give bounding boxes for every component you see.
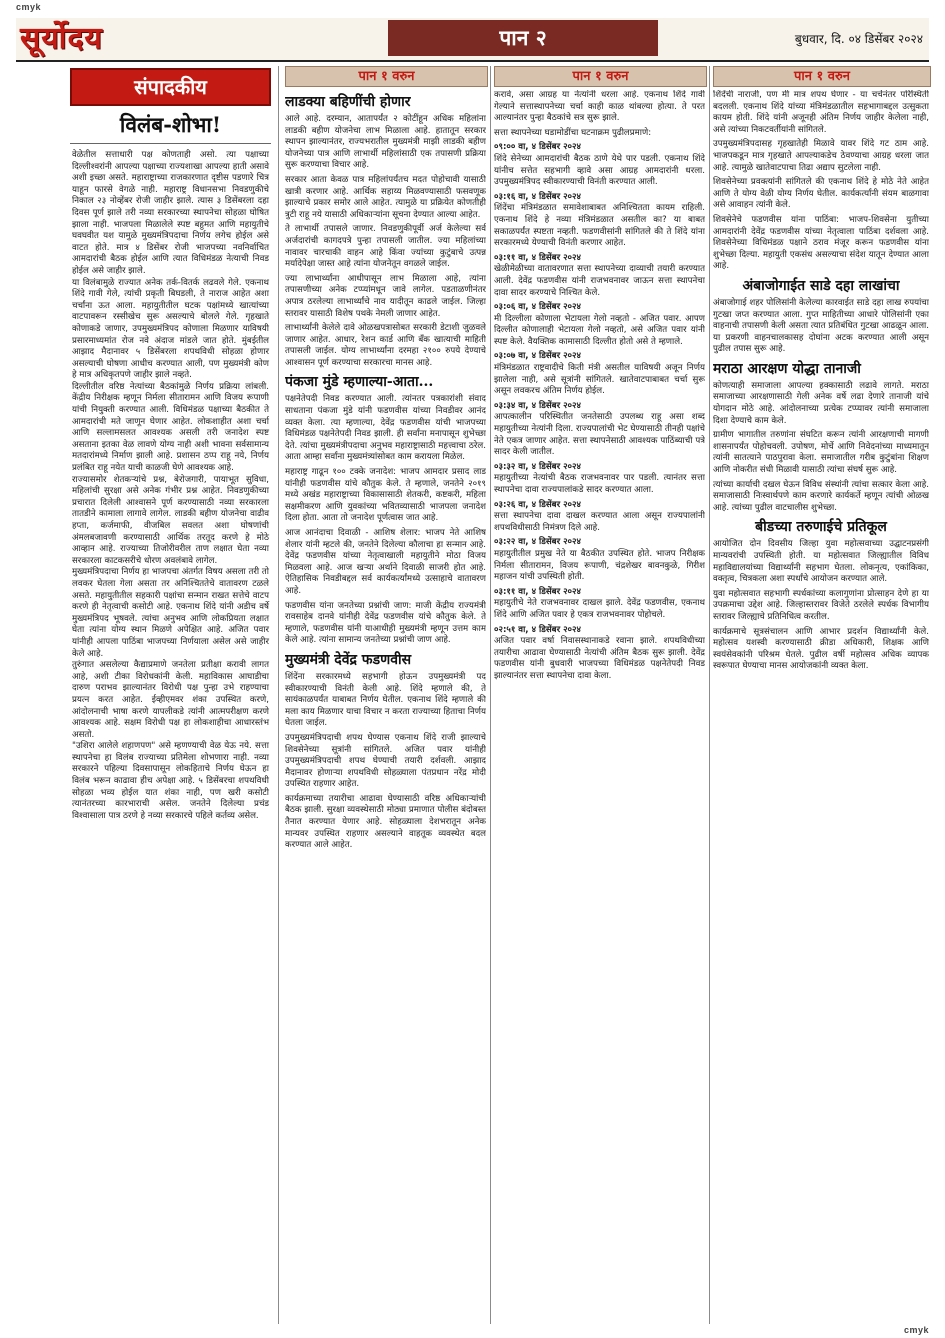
editorial-divider xyxy=(70,143,271,144)
news-article xyxy=(713,90,929,212)
article-paragraph: सत्ता स्थापनेच्या घडामोडींचा घटनाक्रम पुढीलप्रमाणे: xyxy=(494,127,652,138)
timeline-entry xyxy=(494,587,705,622)
timeline-entry-text: सत्ता स्थापनेचा दावा दाखल करण्यात आला असून राज्यपालांनी शपथविधीसाठी निमंत्रण दिले आहे. xyxy=(494,511,705,533)
article-paragraph: शिवसेनेच्या प्रवक्त्यांनी सांगितले की एकनाथ शिंदे हे मोठे नेते आहेत आणि ते योग्य वेळी योग्य निर्णय घेतील. कार्यकर्त्यांनी संयम बाळगावा असे आवाहन त्यांनी केले. xyxy=(713,177,929,211)
timeline-entry-text: आपत्कालीन परिस्थितीत जनतेसाठी उपलब्ध राहू असा शब्द महायुतीच्या नेत्यांनी दिला. राज्यपालांची भेट घेण्यासाठी तीनही पक्षांचे नेते एकत्र जाणार आहेत. सत्ता स्थापनेसाठी आवश्यक पाठिंब्याची पत्रे सादर केली जातील. xyxy=(494,412,705,458)
editorial-paragraph: या विलंबामुळे राज्यात अनेक तर्क-वितर्क लढवले गेले. एकनाथ शिंदे गावी गेले, त्यांची प्रकृती बिघडली, ते नाराज आहेत अशा चर्चांना ऊत आला. महायुतीतील घटक पक्षांमध्ये खात्यांच्या वाटपावरून रस्सीखेच सुरू असल्याचे बोलले गेले. गृहखाते कोणाकडे जाणार, उपमुख्यमंत्रिपद कोणाला मिळणार याविषयी प्रसारमाध्यमांत रोज नवे अंदाज मांडले जात होते. मुंबईतील आझाद मैदानावर ५ डिसेंबरला शपथविधी सोहळा होणार असल्याची घोषणा आधीच करण्यात आली, पण मुख्यमंत्री कोण हे मात्र अधिकृतपणे जाहीर झाले नव्हते. xyxy=(72,277,269,381)
timeline-entry-text: महायुतीचे नेते राजभवनावर दाखल झाले. देवेंद्र फडणवीस, एकनाथ शिंदे आणि अजित पवार हे एकत्र राजभवनावर पोहोचले. xyxy=(494,598,705,620)
news-article xyxy=(494,90,705,683)
article-paragraph: उपमुख्यमंत्रिपदासह गृहखातेही मिळावे यावर शिंदे गट ठाम आहे. भाजपकडून मात्र गृहखाते आपल्याकडेच ठेवण्याचा आग्रह धरला जात आहे. त्यामुळे खातेवाटपाचा तिढा अद्याप सुटलेला नाही. xyxy=(713,139,929,173)
article-headline: पंकजा मुंडे म्हणाल्या-आता... xyxy=(285,374,434,391)
continued-from-page-1-header: पान १ वरुन xyxy=(494,66,707,87)
news-column-2 xyxy=(494,90,705,1322)
timeline-entry-text: महायुतीतील प्रमुख नेते या बैठकीत उपस्थित होते. भाजप निरीक्षक निर्मला सीतारामन, विजय रूपाणी, चंद्रशेखर बावनकुळे, गिरीश महाजन यांची उपस्थिती होती. xyxy=(494,548,705,583)
article-paragraph: त्यांच्या कार्याची दखल घेऊन विविध संस्थांनी त्यांचा सत्कार केला आहे. समाजासाठी निःस्वार्थपणे काम करणारे कार्यकर्ते म्हणून त्यांची ओळख आहे. त्यांच्या पुढील वाटचालीस शुभेच्छा. xyxy=(713,479,929,513)
article-paragraph: आज आनंदाचा दिवाळी - आशिष शेलार: भाजप नेते आशिष शेलार यांनी म्हटले की, जनतेने दिलेल्या कौलाचा हा सन्मान आहे. देवेंद्र फडणवीस यांच्या नेतृत्वाखाली महायुतीने मोठा विजय मिळवला आहे. आज खऱ्या अर्थाने दिवाळी साजरी होत आहे. ऐतिहासिक निवडीबद्दल सर्व कार्यकर्त्यांमध्ये उत्साहाचे वातावरण आहे. xyxy=(285,528,486,596)
timeline-entry-text: खेळीमेळीच्या वातावरणात सत्ता स्थापनेच्या दाव्याची तयारी करण्यात आली. देवेंद्र फडणवीस यांनी राजभवनावर जाऊन सत्ता स्थापनेचा दावा सादर करण्याचे निश्चित केले. xyxy=(494,264,705,298)
article-paragraph: फडणवीस यांना जनतेच्या प्रश्नांची जाण: माजी केंद्रीय राज्यमंत्री रावसाहेब दानवे यांनीही देवेंद्र फडणवीस यांचे कौतुक केले. ते म्हणाले, फडणवीस यांनी याआधीही मुख्यमंत्री म्हणून उत्तम काम केले आहे. त्यांना सामान्य जनतेच्या प्रश्नांची जाण आहे. xyxy=(285,600,486,646)
timeline-entry-time: ०३:२२ वा, ४ डिसेंबर २०२४ xyxy=(494,537,581,548)
news-column-3 xyxy=(713,90,929,1322)
editorial-paragraph: "उशिरा आलेले शहाणपण" असे म्हणण्याची वेळ येऊ नये. सत्ता स्थापनेचा हा विलंब राज्याच्या प्रतिमेला शोभणारा नाही. नव्या सरकारने पहिल्या दिवसापासून लोकहिताचे निर्णय घेऊन हा विलंब भरून काढावा हीच अपेक्षा आहे. ५ डिसेंबरचा शपथविधी सोहळा भव्य होईल यात शंका नाही, पण खरी कसोटी त्यानंतरच्या कारभाराची असेल. जनतेने दिलेल्या प्रचंड विश्वासाला पात्र ठरणे हे नव्या सरकारचे पहिले कर्तव्य असेल. xyxy=(72,741,269,821)
timeline-entry xyxy=(494,253,705,299)
column-divider xyxy=(709,66,710,1324)
article-paragraph: ज्या लाभार्थ्यांना आधीपासून लाभ मिळाला आहे, त्यांना तपासणीच्या अनेक टप्प्यांमधून जावे लागेल. पडताळणीनंतर अपात्र ठरलेल्या लाभार्थ्यांचे नाव यादीतून काढले जाईल. जिल्हा स्तरावर यासाठी विशेष पथके नेमली जाणार आहेत. xyxy=(285,273,486,319)
article-paragraph: उपमुख्यमंत्रिपदाची शपथ घेण्यास एकनाथ शिंदे राजी झाल्याचे शिवसेनेच्या सूत्रांनी सांगितले. अजित पवार यांनीही उपमुख्यमंत्रिपदाची शपथ घेण्याची तयारी दर्शवली. आझाद मैदानावर होणाऱ्या शपथविधी सोहळ्याला पंतप्रधान नरेंद्र मोदी उपस्थित राहणार आहेत. xyxy=(285,732,486,790)
timeline-entry xyxy=(494,401,705,459)
editorial-paragraph: राज्यासमोर शेतकऱ्यांचे प्रश्न, बेरोजगारी, पायाभूत सुविधा, महिलांची सुरक्षा असे अनेक गंभीर प्रश्न आहेत. निवडणुकीच्या प्रचारात दिलेली आश्वासने पूर्ण करण्यासाठी नव्या सरकारला तातडीने कामाला लागावे लागेल. लाडकी बहीण योजनेचा वाढीव हप्ता, कर्जमाफी, वीजबिल सवलत अशा घोषणांची अंमलबजावणी करण्यासाठी आर्थिक तरतूद करणे हे मोठे आव्हान आहे. राज्याच्या तिजोरीवरील ताण लक्षात घेता नव्या सरकारला काटकसरीचे धोरण अवलंबावे लागेल. xyxy=(72,474,269,566)
news-article xyxy=(713,215,929,273)
article-paragraph: सरकार आता केवळ पात्र महिलांपर्यंतच मदत पोहोचावी यासाठी खात्री करणार आहे. आर्थिक सहाय्य मिळवण्यासाठी फसवणूक झाल्याचे प्रकार समोर आले आहेत. त्यामुळे या प्रक्रियेत कोणतीही त्रुटी राहू नये यासाठी अधिकाऱ्यांना सूचना देण्यात आल्या आहेत. xyxy=(285,174,486,220)
article-paragraph: शिवसेनेचे फडणवीस यांना पाठिंबा: भाजप-शिवसेना युतीच्या आमदारांनी देवेंद्र फडणवीस यांच्या नेतृत्वाला पाठिंबा दर्शवला आहे. शिवसेनेच्या विधिमंडळ पक्षाने ठराव मंजूर करून फडणवीस यांना शुभेच्छा दिल्या. महायुती एकसंध असल्याचा संदेश यातून देण्यात आला आहे. xyxy=(713,214,929,272)
article-paragraph: आले आहे. दरम्यान, आतापर्यंत २ कोटींहून अधिक महिलांना लाडकी बहीण योजनेचा लाभ मिळाला आहे. हातातून सरकार स्थापन झाल्यानंतर, राज्यभरातील मुख्यमंत्री माझी लाडकी बहीण योजनेच्या पात्र आणि लाभार्थी महिलांसाठी एक तपासणी प्रक्रिया सुरू करण्याचा विचार आहे. xyxy=(285,114,486,171)
editorial-paragraph: तुरुंगात असलेल्या कैद्याप्रमाणे जनतेला प्रतीक्षा करावी लागत आहे, अशी टीका विरोधकांनी केली. महाविकास आघाडीचा दारुण पराभव झाल्यानंतर विरोधी पक्ष पुन्हा उभे राहण्याचा प्रयत्न करत आहेत. ईव्हीएमवर शंका उपस्थित करणे, आंदोलनाची भाषा करणे यापलीकडे त्यांनी आत्मपरीक्षण करणे आवश्यक आहे. सक्षम विरोधी पक्ष हा लोकशाहीचा आधारस्तंभ असतो. xyxy=(72,660,269,740)
news-article xyxy=(285,92,486,369)
news-article xyxy=(713,517,929,673)
timeline-entry xyxy=(494,500,705,535)
news-article xyxy=(285,372,486,646)
article-headline: मराठा आरक्षण योद्धा तानाजी xyxy=(713,360,861,377)
editorial-column xyxy=(70,68,271,1323)
newspaper-logo: सूर्योदय xyxy=(20,21,103,56)
article-headline: लाडक्या बहिणींची होणार xyxy=(285,94,411,110)
article-paragraph: युवा महोत्सवात सहभागी स्पर्धकांच्या कलागुणांना प्रोत्साहन देणे हा या उपक्रमाचा उद्देश आहे. जिल्हास्तरावर विजेते ठरलेले स्पर्धक विभागीय स्तरावर जिल्ह्याचे प्रतिनिधित्व करतील. xyxy=(713,588,929,622)
timeline-entry-time: ०३:३२ वा, ४ डिसेंबर २०२४ xyxy=(494,461,581,472)
article-headline: बीडच्या तरुणाईचे प्रतिकूल xyxy=(755,519,887,536)
article-paragraph: ते लाभार्थी तपासले जाणार. निवडणुकीपूर्वी अर्ज केलेल्या सर्व अर्जदारांची कागदपत्रे पुन्हा तपासली जातील. ज्या महिलांच्या नावावर चारचाकी वाहन आहे किंवा ज्यांच्या कुटुंबाचे उत्पन्न मर्यादेपेक्षा जास्त आहे त्यांना योजनेतून वगळले जाईल. xyxy=(285,224,486,270)
column-divider xyxy=(490,66,491,1324)
article-paragraph: कार्यक्रमाच्या तयारीचा आढावा घेण्यासाठी वरिष्ठ अधिकाऱ्यांची बैठक झाली. सुरक्षा व्यवस्थेसाठी मोठ्या प्रमाणात पोलीस बंदोबस्त तैनात करण्यात येणार आहे. सोहळ्याला देशभरातून अनेक मान्यवर उपस्थित राहणार असल्याने वाहतूक व्यवस्थेत बदल करण्यात आले आहेत. xyxy=(285,793,486,851)
article-paragraph: महाराष्ट्र गाढून १०० टक्के जनादेश: भाजप आमदार प्रसाद लाड यांनीही फडणवीस यांचे कौतुक केले. ते म्हणाले, जनतेने २०१९ मध्ये अखंड महाराष्ट्राच्या विकासासाठी शेतकरी, कष्टकरी, महिला सक्षमीकरण आणि युवकांच्या भवितव्यासाठी भाजपला जनादेश दिला होता. आता तो जनादेश पूर्णत्वास जात आहे. xyxy=(285,467,486,524)
article-paragraph: शिंदेंना सरकारमध्ये सहभागी होऊन उपमुख्यमंत्री पद स्वीकारण्याची विनंती केली आहे. शिंदे म्हणाले की, ते सायंकाळपर्यंत याबाबत निर्णय घेतील. एकनाथ शिंदे म्हणाले की मला काय मिळणार याचा विचार न करता राज्याच्या हिताचा निर्णय घेतला जाईल. xyxy=(285,671,486,729)
timeline-entry-time: ०३:२६ वा, ४ डिसेंबर २०२४ xyxy=(494,499,581,510)
masthead xyxy=(16,18,929,62)
news-article xyxy=(713,359,929,515)
editorial-body xyxy=(70,150,271,822)
timeline-entry-time: ०२:५१ वा, ४ डिसेंबर २०२४ xyxy=(494,624,581,635)
editorial-paragraph: मुख्यमंत्रिपदाचा निर्णय हा भाजपचा अंतर्गत विषय असला तरी तो लवकर घेतला गेला असता तर अनिश्चिततेचे वातावरण टळले असते. महायुतीतील सहकारी पक्षांचा सन्मान राखत सत्तेचे वाटप करणे ही नेतृत्वाची कसोटी आहे. एकनाथ शिंदे यांनी अडीच वर्षे मुख्यमंत्रिपद भूषवले. त्यांचा अनुभव आणि लोकप्रियता लक्षात घेता त्यांना योग्य स्थान मिळणे अपेक्षित आहे. अजित पवार यांनीही आपला पाठिंबा भाजपच्या निर्णयाला असेल असे जाहीर केले आहे. xyxy=(72,567,270,659)
news-column-1 xyxy=(285,90,486,1322)
column-divider xyxy=(278,66,279,1324)
timeline-entry-text: मी दिल्लीला कोणाला भेटायला गेलो नव्हतो - अजित पवार. आपण दिल्लीत कोणालाही भेटायला गेलो नव्हतो, असे अजित पवार यांनी स्पष्ट केले. वैयक्तिक कामासाठी दिल्लीत होतो असे ते म्हणाले. xyxy=(494,313,705,347)
continued-from-page-1-header: पान १ वरुन xyxy=(285,66,488,87)
editorial-paragraph: दिल्लीतील वरिष्ठ नेत्यांच्या बैठकांमुळे निर्णय प्रक्रिया लांबली. केंद्रीय निरीक्षक म्हणून निर्मला सीतारामन आणि विजय रूपाणी यांची नियुक्ती करण्यात आली. विधिमंडळ पक्षाच्या बैठकीत ते आमदारांची मते जाणून घेणार आहेत. लोकशाहीत अशा चर्चा आणि सल्लामसलत आवश्यक असली तरी जनादेश स्पष्ट असताना इतका वेळ लावणे योग्य नाही अशी भावना सर्वसामान्य मतदारांमध्ये निर्माण झाली आहे. प्रशासन ठप्प राहू नये, निर्णय प्रलंबित राहू नयेत याची काळजी घेणे आवश्यक आहे. xyxy=(72,381,269,474)
page-number-label: पान २ xyxy=(388,20,658,56)
article-paragraph: ग्रामीण भागातील तरुणांना संघटित करून त्यांनी आरक्षणाची मागणी शासनापर्यंत पोहोचवली. उपोषण, मोर्चे आणि निवेदनांच्या माध्यमातून त्यांनी सातत्याने पाठपुरावा केला. समाजातील गरीब कुटुंबांना शिक्षण आणि नोकरीत संधी मिळावी यासाठी त्यांचा संघर्ष सुरू आहे. xyxy=(713,430,929,476)
article-paragraph: लाभार्थ्यांनी केलेले दावे ओळखपत्रासोबत सरकारी डेटाशी जुळवले जाणार आहेत. आधार, रेशन कार्ड आणि बँक खात्याची माहिती तपासली जाईल. योग्य लाभार्थ्यांना दरमहा २१०० रुपये देण्याचे आश्वासन पूर्ण करण्याचा सरकारचा मानस आहे. xyxy=(285,323,486,368)
article-paragraph: शिंदेंची नाराजी, पण मी मात्र शपथ घेणार - या चर्चेनंतर परिस्थिती बदलली. एकनाथ शिंदे यांच्या मंत्रिमंडळातील सहभागाबद्दल उत्सुकता कायम होती. शिंदे यांनी अजूनही अंतिम निर्णय जाहीर केलेला नाही, असे त्यांच्या निकटवर्तीयांनी सांगितले. xyxy=(713,90,929,135)
timeline-entry-time: ०३:१६ वा, ४ डिसेंबर २०२४ xyxy=(494,191,581,202)
editorial-paragraph: वेळेतील सत्ताधारी पक्ष कोणताही असो. त्या पक्षाच्या दिल्लीश्वरांनी आपल्या पक्षाच्या राज्यशाखा आपल्या हाती असावे अशी इच्छा असते. महाराष्ट्राच्या राजकारणात दृष्टीस पडणारे चित्र याहून फारसे वेगळे नाही. महाराष्ट्र विधानसभा निवडणुकीचे निकाल २३ नोव्हेंबर रोजी जाहीर झाले. त्यास ३ डिसेंबरला दहा दिवस पूर्ण झाले तरी नव्या सरकारच्या स्थापनेचा सोहळा घोषित झाला नाही. भाजपला मिळालेले स्पष्ट बहुमत आणि महायुतीचे घवघवीत यश यामुळे मुख्यमंत्रिपदाचा निर्णय लगेच होईल असे वाटत होते. मात्र ४ डिसेंबर रोजी भाजपच्या नवनिर्वाचित आमदारांची बैठक होईल आणि त्यात विधिमंडळ नेत्याची निवड होईल असे जाहीर झाले. xyxy=(72,150,269,276)
article-headline: मुख्यमंत्री देवेंद्र फडणवीस xyxy=(285,651,412,668)
timeline-entry-time: ०९:०० वा, ४ डिसेंबर २०२४ xyxy=(494,142,581,153)
timeline-entry-text: शिंदे सेनेच्या आमदारांची बैठक ठाणे येथे पार पडली. एकनाथ शिंदे यांनीच सत्तेत सहभागी व्हावे असा आग्रह आमदारांनी धरला. उपमुख्यमंत्रिपद स्वीकारण्याची विनंती करण्यात आली. xyxy=(494,153,705,188)
article-paragraph: कार्यक्रमाचे सूत्रसंचालन आणि आभार प्रदर्शन विद्यार्थ्यांनी केले. महोत्सव यशस्वी करण्यासाठी क्रीडा अधिकारी, शिक्षक आणि स्वयंसेवकांनी परिश्रम घेतले. पुढील वर्षी महोत्सव अधिक व्यापक स्वरूपात घेण्याचा मानस आयोजकांनी व्यक्त केला. xyxy=(713,626,929,672)
timeline-entry xyxy=(494,625,705,683)
dateline: बुधवार, दि. ०४ डिसेंबर २०२४ xyxy=(794,32,923,46)
continued-from-page-1-header: पान १ वरुन xyxy=(713,66,931,87)
article-headline: अंबाजोगाईत साडे दहा लाखांचा xyxy=(742,277,900,294)
article-paragraph: करावे, असा आग्रह या नेत्यांनी धरला आहे. एकनाथ शिंदे गावी गेल्याने सत्तास्थापनेच्या चर्चा काही काळ थांबल्या होत्या. ते परत आल्यानंतर पुन्हा बैठकांचे सत्र सुरू झाले. xyxy=(494,90,705,124)
news-article xyxy=(713,276,929,356)
article-paragraph: अंबाजोगाई शहर पोलिसांनी केलेल्या कारवाईत साडे दहा लाख रुपयांचा गुटखा जप्त करण्यात आला. गुप्त माहितीच्या आधारे पोलिसांनी एका वाहनाची तपासणी केली असता त्यात प्रतिबंधित गुटखा आढळून आला. या प्रकरणी वाहनचालकासह दोघांना अटक करण्यात आली असून पुढील तपास सुरू आहे. xyxy=(713,297,929,355)
editorial-section-banner: संपादकीय xyxy=(70,68,271,106)
editorial-title: विलंब-शोभा! xyxy=(119,112,222,137)
timeline-entry-time: ०३:०६ वा, ४ डिसेंबर २०२४ xyxy=(494,302,581,313)
timeline-entry-time: ०३:३४ वा, ४ डिसेंबर २०२४ xyxy=(494,400,581,411)
timeline-entry-time: ०३:११ वा, ४ डिसेंबर २०२४ xyxy=(494,586,581,597)
timeline-entry-text: अजित पवार वर्षा निवासस्थानाकडे रवाना झाले. शपथविधीच्या तयारीचा आढावा घेण्यासाठी नेत्यांची अंतिम बैठक सुरू झाली. देवेंद्र फडणवीस यांनी बुधवारी भाजपच्या विधिमंडळ पक्षनेतेपदी निवड झाल्यानंतर सत्ता स्थापनेचा दावा केला. xyxy=(494,636,705,681)
article-paragraph: कोणत्याही समाजाला आपल्या हक्कासाठी लढावे लागते. मराठा समाजाच्या आरक्षणासाठी गेली अनेक वर्षे लढा देणारे तानाजी यांचे योगदान मोठे आहे. आंदोलनाच्या प्रत्येक टप्प्यावर त्यांनी समाजाला दिशा देण्याचे काम केले. xyxy=(713,380,929,426)
timeline-entry xyxy=(494,302,705,348)
timeline-entry xyxy=(494,142,705,188)
timeline-entry xyxy=(494,351,705,397)
timeline-entry-time: ०३:११ वा, ४ डिसेंबर २०२४ xyxy=(494,252,581,263)
article-paragraph: पक्षनेतेपदी निवड करण्यात आली. त्यांनतर पत्रकारांशी संवाद साधताना पंकजा मुंडे यांनी फडणवीस यांच्या निवडीवर आनंद व्यक्त केला. त्या म्हणाल्या, देवेंद्र फडणवीस यांची भाजपच्या विधिमंडळ पक्षनेतेपदी निवड झाली. ही सर्वांना मनापासून शुभेच्छा देते. त्यांचा मुख्यमंत्रीपदाचा अनुभव महाराष्ट्रासाठी महत्त्वाचा ठरेल. आता आम्हा सर्वांना मुख्यमंत्र्यांसोबत काम करायला मिळेल. xyxy=(285,394,486,463)
timeline-entry xyxy=(494,192,705,250)
news-article xyxy=(285,650,486,852)
timeline-entry xyxy=(494,537,705,583)
print-color-mark-bottom: cmyk xyxy=(903,1325,929,1335)
timeline-entry-time: ०३:०७ वा, ४ डिसेंबर २०२४ xyxy=(494,351,581,362)
article-paragraph: आयोजित दोन दिवसीय जिल्हा युवा महोत्सवाच्या उद्घाटनप्रसंगी मान्यवरांची उपस्थिती होती. या महोत्सवात जिल्ह्यातील विविध महाविद्यालयांच्या विद्यार्थ्यांनी सहभाग घेतला. लोकनृत्य, एकांकिका, वक्तृत्व, चित्रकला अशा स्पर्धांचे आयोजन करण्यात आले. xyxy=(713,539,929,585)
timeline-entry-text: महायुतीच्या नेत्यांची बैठक राजभवनावर पार पडली. त्यानंतर सत्ता स्थापनेचा दावा राज्यपालांकडे सादर करण्यात आला. xyxy=(494,473,705,495)
timeline-entry-text: मंत्रिमंडळात राष्ट्रवादीचे किती मंत्री असतील याविषयी अजून निर्णय झालेला नाही, असे सूत्रांनी सांगितले. खातेवाटपाबाबत चर्चा सुरू असून लवकरच अंतिम निर्णय होईल. xyxy=(494,363,705,397)
timeline-entry-text: शिंदेंचा मंत्रिमंडळात समावेशाबाबत अनिश्चितता कायम राहिली. एकनाथ शिंदे हे नव्या मंत्रिमंडळात असतील का? या बाबत सकाळपर्यंत स्पष्टता नव्हती. फडणवीसांनी सांगितले की ते शिंदे यांना सरकारमध्ये येण्याची विनंती करणार आहेत. xyxy=(494,203,705,249)
print-color-mark-top: cmyk xyxy=(16,2,42,12)
timeline-entry xyxy=(494,462,705,497)
